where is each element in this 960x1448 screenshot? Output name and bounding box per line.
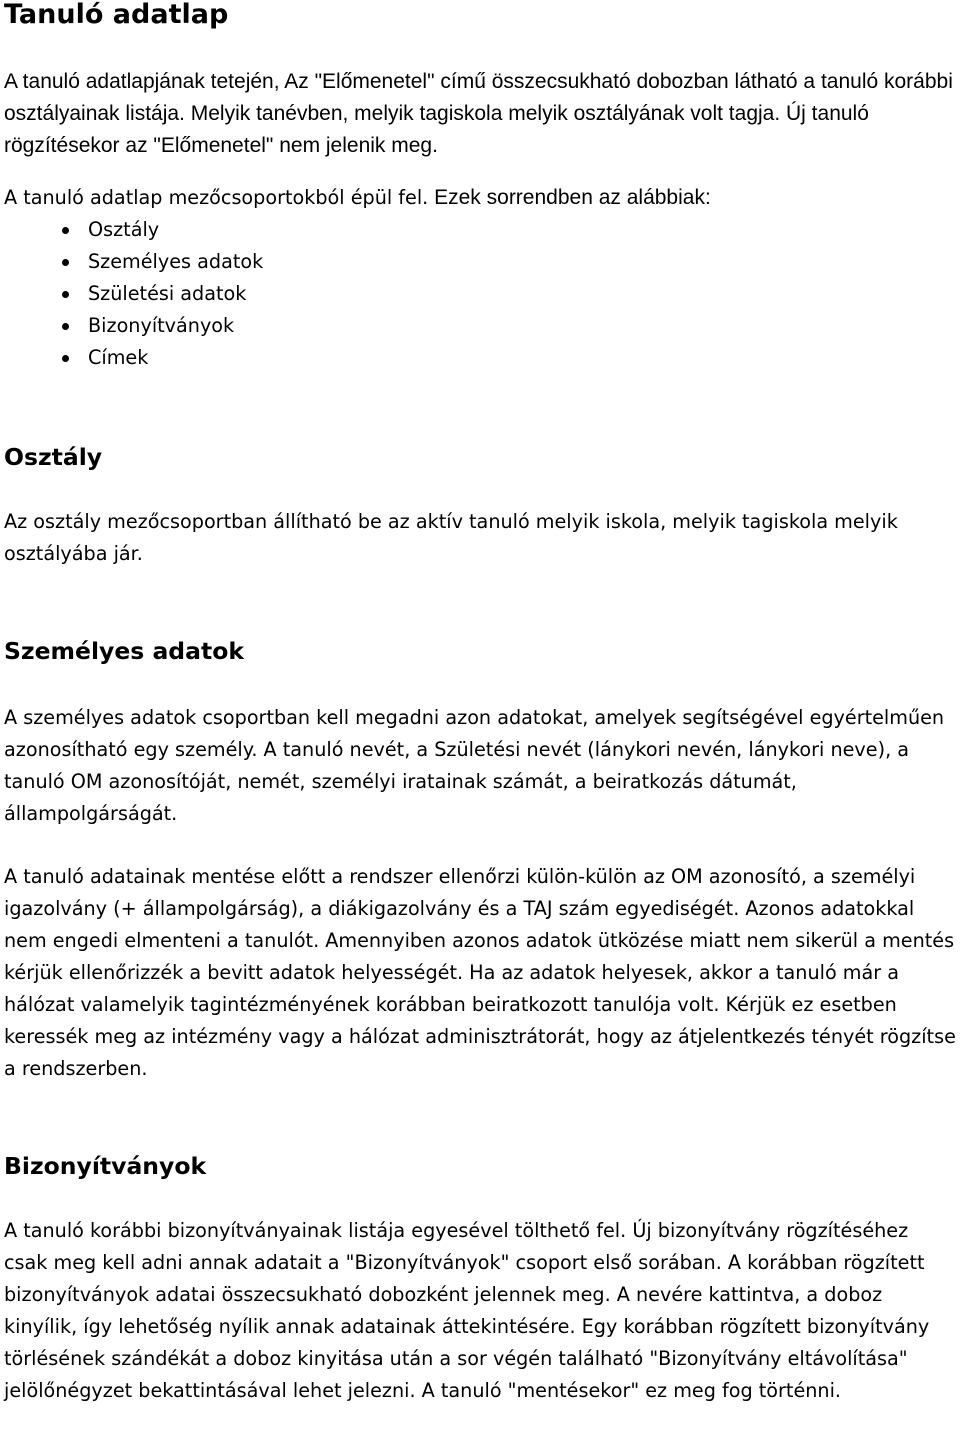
structure-sentence-continued: Ezek sorrendben az alábbiak: <box>428 186 711 209</box>
list-item-label: Születési adatok <box>88 282 247 305</box>
intro-paragraph: A tanuló adatlapjának tetején, Az "Előmenetel" című összecsukható dobozban látható a tanuló korábbi osztályainak listája. Melyik tanévben, melyik tagiskola melyik osztályának volt tagja. Új tanuló rögzítésekor az "Előmenetel" nem jelenik meg. <box>4 70 953 157</box>
list-item <box>4 214 956 246</box>
section-heading-bizonyitvanyok: Bizonyítványok <box>4 1152 207 1180</box>
list-item-label: Bizonyítványok <box>88 314 235 337</box>
list-item <box>4 310 956 342</box>
bullet-icon <box>62 259 69 266</box>
osztaly-paragraph: Az osztály mezőcsoportban állítható be az aktív tanuló melyik iskola, melyik tagiskola melyik osztályába jár. <box>4 510 898 565</box>
szemelyes-paragraph-1: A személyes adatok csoportban kell megadni azon adatokat, amelyek segítségével egyértelműen azonosítható egy személy. A tanuló nevét, a Születési nevét (lánykori nevén, lánykori neve), a tanuló OM azonosítóját, nemét, személyi iratainak számát, a beiratkozás dátumát, állampolgárságát. <box>4 706 945 825</box>
bullet-icon <box>62 227 69 234</box>
bizonyitvanyok-paragraph: A tanuló korábbi bizonyítványainak listája egyesével tölthető fel. Új bizonyítvány rögzítéséhez csak meg kell adni annak adatait a "Bizonyítványok" csoport első sorában. A korábban rögzített bizonyítványok adatai összecsukható dobozként jelennek meg. A nevére kattintva, a doboz kinyílik, így lehetőség nyílik annak adatainak áttekintésére. Egy korábban rögzített bizonyítvány törlésének szándékát a doboz kinyitása után a sor végén található "Bizonyítvány eltávolítása" jelölőnégyzet bekattintásával lehet jelezni. A tanuló "mentésekor" ez meg fog történni. <box>4 1219 930 1402</box>
list-item-label: Címek <box>88 346 149 369</box>
field-group-list <box>4 214 956 374</box>
page-title: Tanuló adatlap <box>4 0 229 30</box>
list-item-label: Személyes adatok <box>88 250 264 273</box>
bullet-icon <box>62 355 69 362</box>
section-heading-szemelyes: Személyes adatok <box>4 637 244 665</box>
document-page <box>4 0 956 1407</box>
structure-sentence: A tanuló adatlap mezőcsoportokból épül fel. <box>4 186 429 209</box>
structure-paragraph <box>4 182 956 214</box>
list-item <box>4 278 956 310</box>
list-item <box>4 246 956 278</box>
bullet-icon <box>62 291 69 298</box>
bullet-icon <box>62 323 69 330</box>
section-heading-osztaly: Osztály <box>4 443 103 471</box>
szemelyes-paragraph-2: A tanuló adatainak mentése előtt a rendszer ellenőrzi külön-külön az OM azonosító, a személyi igazolvány (+ állampolgárság), a diákigazolvány és a TAJ szám egyediségét. Azonos adatokkal nem engedi elmenteni a tanulót. Amennyiben azonos adatok ütközése miatt nem sikerül a mentés kérjük ellenőrizzék a bevitt adatok helyességét. Ha az adatok helyesek, akkor a tanuló már a hálózat valamelyik tagintézményének korábban beiratkozott tanulója volt. Kérjük ez esetben keressék meg az intézmény vagy a hálózat adminisztrátorát, hogy az átjelentkezés tényét rögzítse a rendszerben. <box>4 865 956 1080</box>
list-item-label: Osztály <box>88 218 160 241</box>
list-item <box>4 342 956 374</box>
